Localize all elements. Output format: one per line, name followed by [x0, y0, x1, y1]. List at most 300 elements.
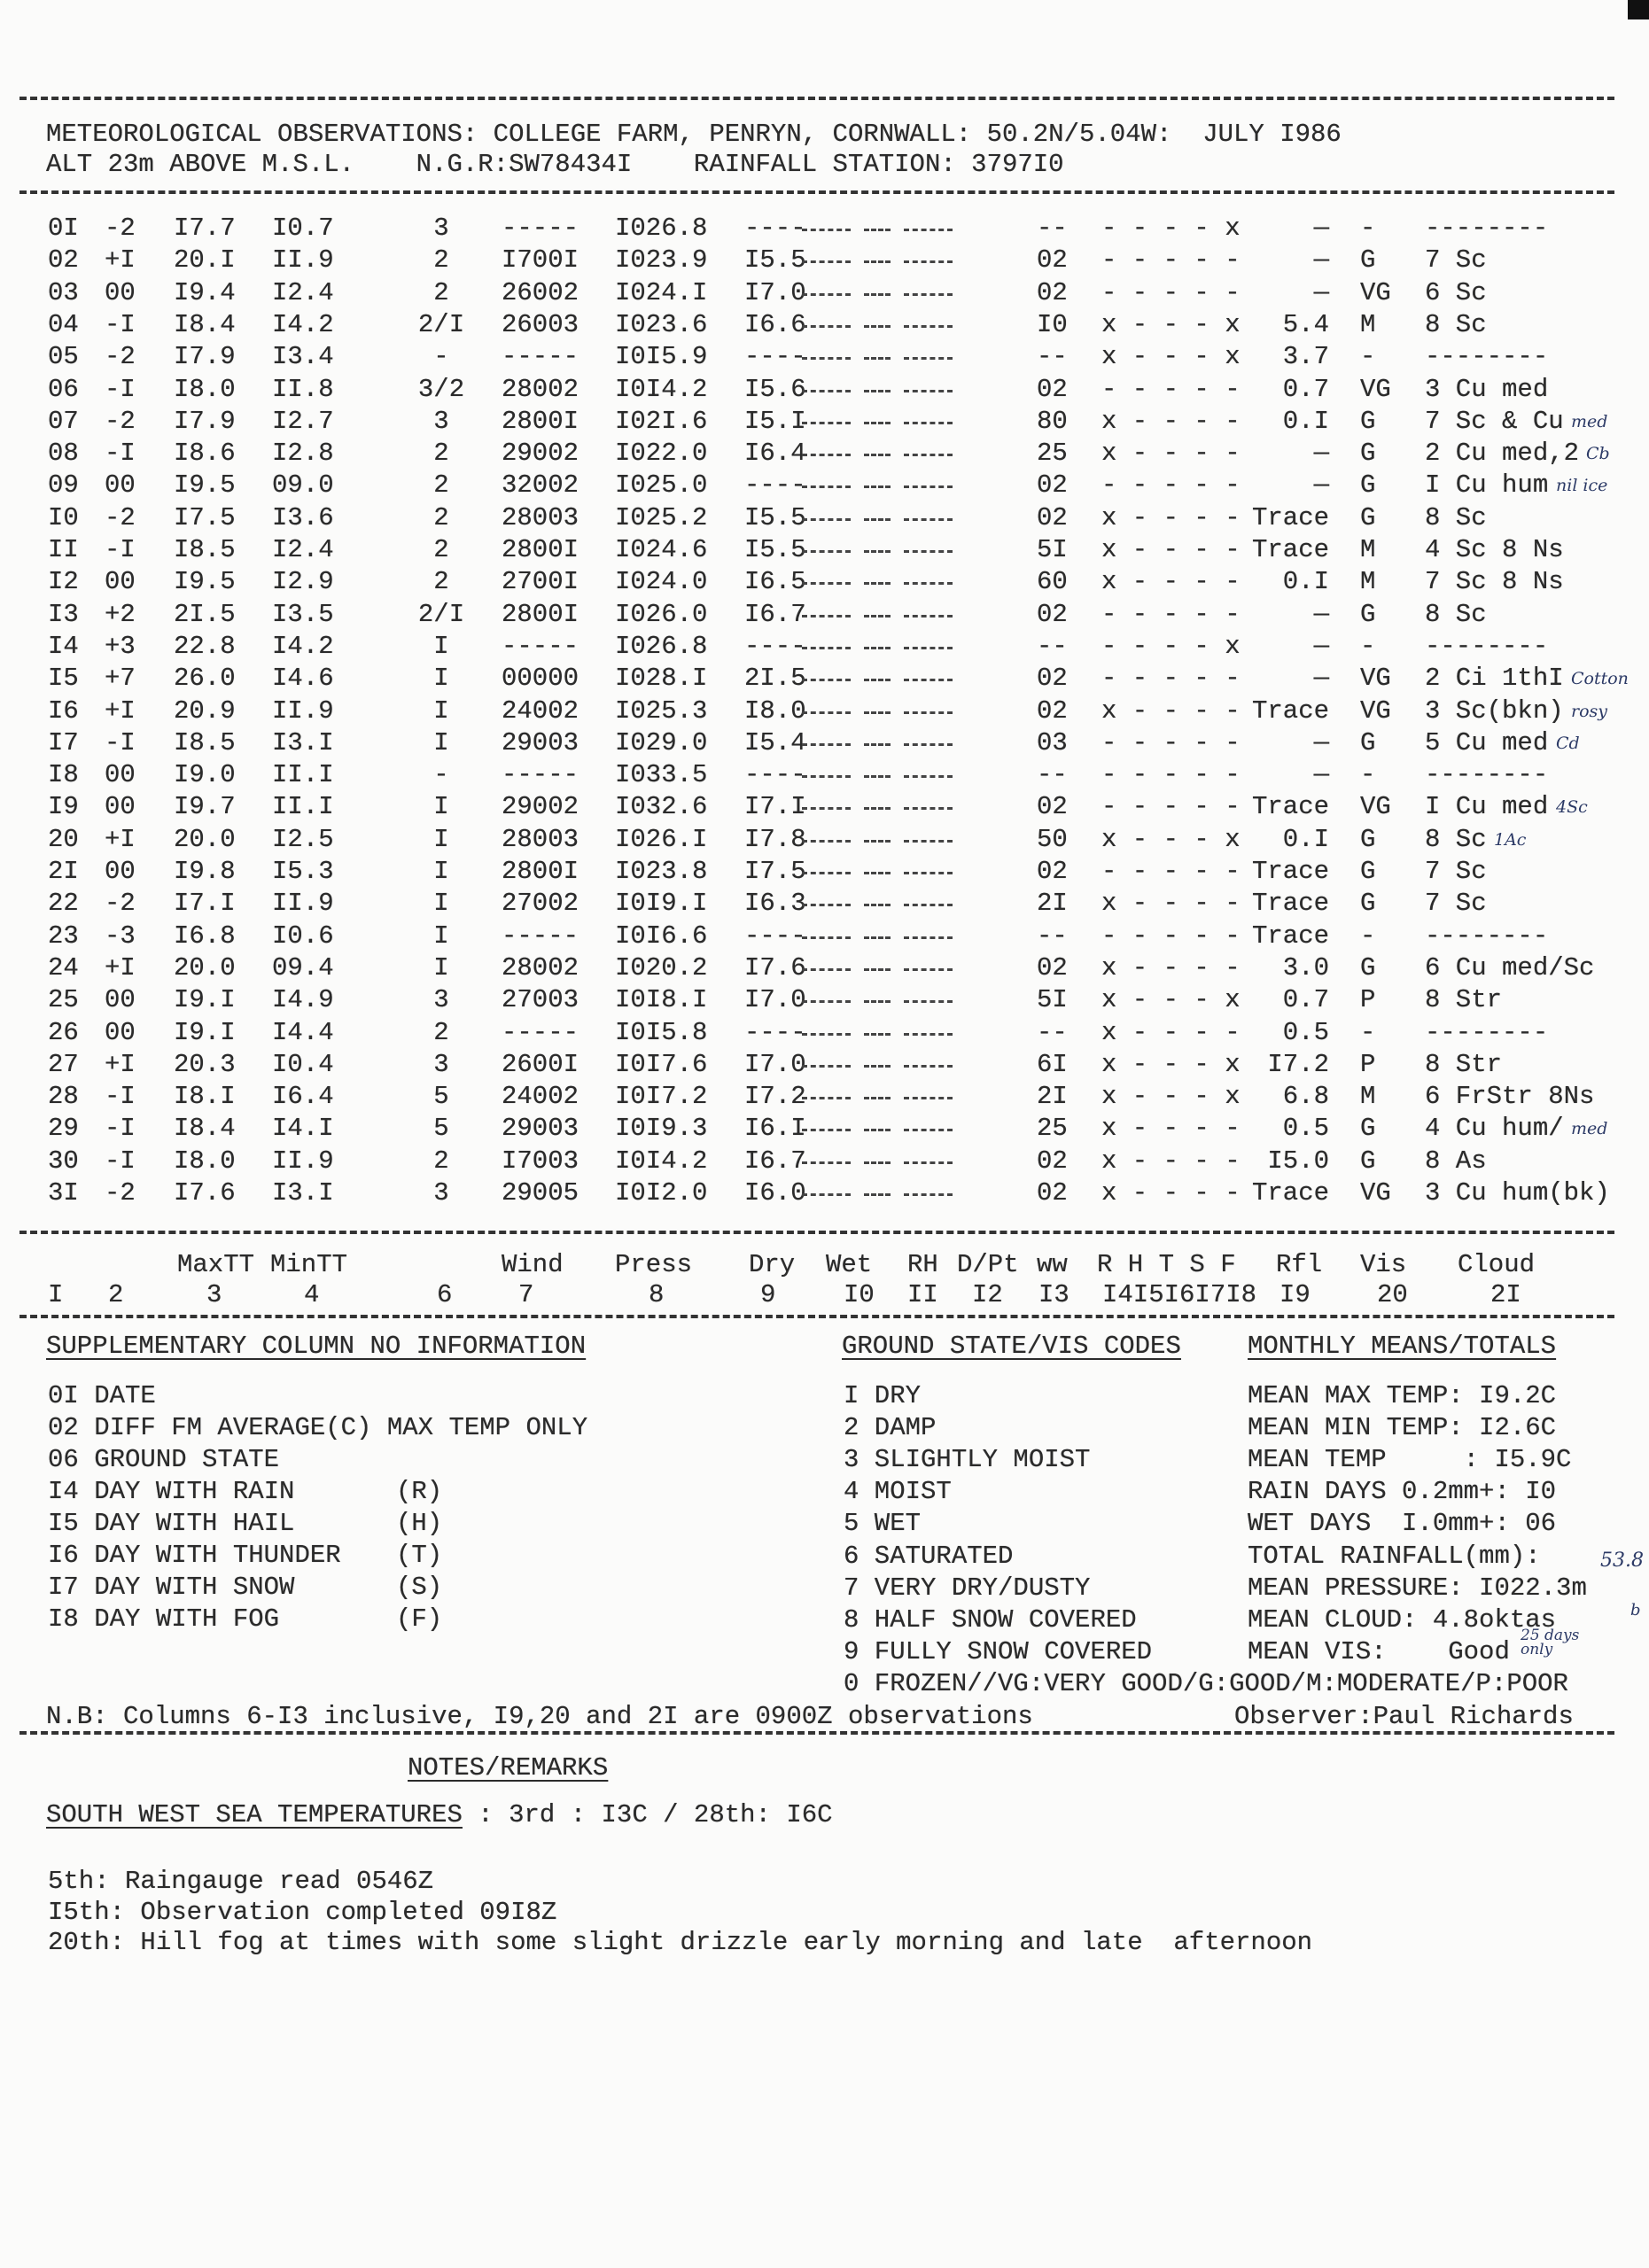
cloud-cell: I Cu hum [1425, 470, 1549, 501]
weather-code-cell: -- [1037, 920, 1068, 951]
rhtsf-flags-cell: x - - - x [1101, 1049, 1241, 1079]
rhtsf-flags-cell: - - - - - [1101, 374, 1241, 404]
pressure-cell: I026.8 [615, 631, 708, 661]
rhtsf-flags-cell: - - - - - [1101, 727, 1241, 757]
rainfall-cell: Trace [1251, 889, 1329, 919]
visibility-cell: - [1360, 214, 1376, 243]
rhtsf-flags-cell: x - - - - [1101, 695, 1241, 726]
diff-avg-cell: 00 [105, 567, 136, 597]
cloud-cell: 7 Sc [1425, 889, 1487, 919]
cloud-cell: -------- [1425, 1017, 1549, 1047]
weather-code-cell: 02 [1037, 792, 1068, 822]
monthly-item: RAIN DAYS 0.2mm+: I0 [1248, 1477, 1557, 1507]
cloud-cell: 6 FrStr 8Ns [1425, 1082, 1595, 1112]
wind-cell: 29003 [502, 1114, 579, 1144]
max-temp-cell: 20.0 [174, 824, 236, 854]
divider [19, 1231, 1614, 1234]
min-temp-cell: I3.5 [272, 599, 334, 629]
max-temp-cell: I8.0 [174, 1146, 236, 1176]
cloud-cell: 2 Cu med,2 [1425, 439, 1580, 469]
dry-bulb-cell: I7.0 [744, 277, 806, 307]
date-cell: 08 [48, 439, 79, 469]
rainfall-cell: — [1313, 760, 1329, 790]
date-cell: 06 [48, 374, 79, 404]
ground-state-cell: 2 [433, 1146, 449, 1176]
diff-avg-cell: 00 [105, 1017, 136, 1047]
date-cell: 3I [48, 1178, 79, 1208]
nb-note: N.B: Columns 6-I3 inclusive, I9,20 and 2I are 0900Z observations [46, 1702, 1033, 1731]
rhtsf-flags-cell: x - - - - [1101, 1146, 1241, 1176]
date-cell: 2I [48, 857, 79, 886]
date-cell: I9 [48, 792, 79, 822]
max-temp-cell: I9.I [174, 985, 236, 1015]
pressure-cell: I026.8 [615, 214, 708, 243]
visibility-cell: - [1360, 760, 1376, 790]
cloud-cell: 3 Cu med [1425, 374, 1549, 404]
date-cell: 03 [48, 277, 79, 307]
column-label: MaxTT [177, 1250, 255, 1279]
wind-cell: ----- [502, 631, 579, 661]
min-temp-cell: II.I [272, 760, 334, 790]
cloud-cell: -------- [1425, 631, 1549, 661]
column-number: 7 [518, 1280, 534, 1309]
date-cell: 05 [48, 342, 79, 372]
empty-value-dash [904, 390, 953, 392]
visibility-cell: P [1360, 1049, 1376, 1079]
ground-state-cell: - [433, 760, 449, 790]
max-temp-cell: 20.I [174, 245, 236, 276]
ground-code-item: 5 WET [844, 1509, 922, 1539]
min-temp-cell: 09.0 [272, 470, 334, 501]
weather-code-cell: 2I [1037, 889, 1068, 919]
pressure-cell: I0I4.2 [615, 1146, 708, 1176]
rhtsf-flags-cell: x - - - - [1101, 889, 1241, 919]
empty-value-dash [802, 807, 851, 810]
pressure-cell: I0I8.I [615, 985, 708, 1015]
diff-avg-cell: 00 [105, 792, 136, 822]
cloud-cell: 7 Sc [1425, 245, 1487, 276]
dry-bulb-cell: ---- [744, 214, 806, 243]
dry-bulb-cell: I5.5 [744, 245, 806, 276]
ground-state-cell: I [433, 727, 449, 757]
visibility-cell: - [1360, 631, 1376, 661]
rhtsf-flags-cell: - - - - - [1101, 920, 1241, 951]
cloud-cell: -------- [1425, 760, 1549, 790]
min-temp-cell: I0.4 [272, 1049, 334, 1079]
weather-code-cell: 2I [1037, 1082, 1068, 1112]
empty-value-dash [802, 775, 851, 778]
empty-value-dash [904, 1161, 953, 1164]
header-title: METEOROLOGICAL OBSERVATIONS: COLLEGE FARM, PENRYN, CORNWALL: 50.2N/5.04W: JULY I986 [46, 120, 1342, 149]
ground-state-cell: I [433, 631, 449, 661]
max-temp-cell: 2I.5 [174, 599, 236, 629]
empty-value-dash [802, 1000, 851, 1003]
rainfall-cell: Trace [1251, 920, 1329, 951]
rainfall-cell: — [1313, 214, 1329, 243]
dry-bulb-cell: I6.6 [744, 309, 806, 339]
dry-bulb-cell: 2I.5 [744, 664, 806, 694]
diff-avg-cell: 00 [105, 277, 136, 307]
empty-value-dash [904, 872, 953, 874]
column-number: 3 [206, 1280, 222, 1309]
cloud-cell: 8 Sc [1425, 824, 1487, 854]
wind-cell: 24002 [502, 695, 579, 726]
empty-value-dash [802, 325, 851, 328]
sea-temperatures [46, 1799, 833, 1831]
empty-value-dash [904, 229, 953, 231]
rainfall-cell: Trace [1251, 792, 1329, 822]
empty-value-dash [864, 422, 891, 424]
wind-cell: 28003 [502, 824, 579, 854]
min-temp-cell: II.9 [272, 1146, 334, 1176]
date-cell: 0I [48, 214, 79, 243]
supplementary-item: 0I DATE [48, 1381, 156, 1410]
empty-value-dash [904, 518, 953, 521]
rainfall-cell: 0.7 [1282, 985, 1329, 1015]
date-cell: I3 [48, 599, 79, 629]
dry-bulb-cell: I8.0 [744, 695, 806, 726]
visibility-cell: G [1360, 406, 1376, 436]
supplementary-code: (R) [396, 1477, 443, 1506]
max-temp-cell: I9.7 [174, 792, 236, 822]
empty-value-dash [802, 1161, 851, 1164]
dry-bulb-cell: I7.5 [744, 857, 806, 886]
empty-value-dash [904, 582, 953, 585]
visibility-cell: VG [1360, 374, 1391, 404]
empty-value-dash [864, 582, 891, 585]
ground-state-cell: 2/I [417, 599, 465, 629]
empty-value-dash [802, 872, 851, 874]
rhtsf-flags-cell: x - - - - [1101, 502, 1241, 532]
wind-cell: 2800I [502, 406, 579, 436]
empty-value-dash [904, 1000, 953, 1003]
dry-bulb-cell: I7.0 [744, 1049, 806, 1079]
diff-avg-cell: -I [105, 309, 136, 339]
pressure-cell: I025.2 [615, 502, 708, 532]
wind-cell: 29003 [502, 727, 579, 757]
min-temp-cell: 09.4 [272, 952, 334, 983]
visibility-cell: G [1360, 1146, 1376, 1176]
diff-avg-cell: +I [105, 695, 136, 726]
max-temp-cell: 20.9 [174, 695, 236, 726]
cloud-cell: 3 Cu hum(bk) [1425, 1178, 1610, 1208]
monthly-item: MEAN PRESSURE: I022.3m [1248, 1573, 1587, 1603]
visibility-cell: VG [1360, 664, 1391, 694]
empty-value-dash [802, 679, 851, 681]
date-cell: 24 [48, 952, 79, 983]
rhtsf-flags-cell: - - - - x [1101, 631, 1241, 661]
empty-value-dash [802, 1129, 851, 1131]
date-cell: I2 [48, 567, 79, 597]
ground-state-cell: I [433, 952, 449, 983]
supplementary-item: 02 DIFF FM AVERAGE(C) MAX TEMP ONLY [48, 1413, 588, 1442]
visibility-cell: M [1360, 1082, 1376, 1112]
max-temp-cell: I8.I [174, 1082, 236, 1112]
wind-cell: 29002 [502, 439, 579, 469]
rhtsf-flags-cell: x - - - - [1101, 406, 1241, 436]
empty-value-dash [904, 293, 953, 296]
column-label: Rfl [1276, 1250, 1323, 1279]
column-number: II [907, 1280, 938, 1309]
dry-bulb-cell: I5.4 [744, 727, 806, 757]
column-label: Dry [749, 1250, 796, 1279]
rhtsf-flags-cell: x - - - - [1101, 535, 1241, 564]
empty-value-dash [802, 711, 851, 714]
wind-cell: 32002 [502, 470, 579, 501]
cloud-cell: 7 Sc [1425, 857, 1487, 886]
cloud-cell: 4 Cu hum/ [1425, 1114, 1564, 1144]
empty-value-dash [904, 550, 953, 553]
empty-value-dash [904, 325, 953, 328]
diff-avg-cell: -I [105, 1146, 136, 1176]
dry-bulb-cell: I6.7 [744, 599, 806, 629]
wind-cell: 2800I [502, 857, 579, 886]
pressure-cell: I024.I [615, 277, 708, 307]
date-cell: 26 [48, 1017, 79, 1047]
diff-avg-cell: -I [105, 1082, 136, 1112]
diff-avg-cell: 00 [105, 857, 136, 886]
dry-bulb-cell: I6.7 [744, 1146, 806, 1176]
weather-code-cell: 02 [1037, 277, 1068, 307]
weather-code-cell: I0 [1037, 309, 1068, 339]
column-label: Press [615, 1250, 693, 1279]
divider [19, 97, 1614, 100]
wind-cell: 28002 [502, 374, 579, 404]
visibility-cell: G [1360, 889, 1376, 919]
cloud-cell: 2 Ci 1thI [1425, 664, 1564, 694]
wind-cell: 2700I [502, 567, 579, 597]
rhtsf-flags-cell: x - - - - [1101, 952, 1241, 983]
min-temp-cell: I3.4 [272, 342, 334, 372]
ground-state-cell: I [433, 824, 449, 854]
ground-state-cell: 5 [433, 1082, 449, 1112]
min-temp-cell: I2.5 [272, 824, 334, 854]
min-temp-cell: I5.3 [272, 857, 334, 886]
cloud-cell: 8 Str [1425, 985, 1503, 1015]
visibility-cell: P [1360, 985, 1376, 1015]
pressure-cell: I0I4.2 [615, 374, 708, 404]
header-station: ALT 23m ABOVE M.S.L. N.G.R:SW78434I RAINFALL STATION: 3797I0 [46, 150, 1064, 179]
ground-code-item: 6 SATURATED [844, 1541, 1014, 1571]
cloud-cell: 5 Cu med [1425, 727, 1549, 757]
diff-avg-cell: -I [105, 439, 136, 469]
weather-code-cell: -- [1037, 760, 1068, 790]
empty-value-dash [864, 679, 891, 681]
cloud-cell: 8 As [1425, 1146, 1487, 1176]
weather-code-cell: 02 [1037, 1178, 1068, 1208]
pressure-cell: I026.0 [615, 599, 708, 629]
ground-code-item: 9 FULLY SNOW COVERED [844, 1636, 1153, 1666]
date-cell: 23 [48, 920, 79, 951]
column-label: Wind [502, 1250, 564, 1279]
diff-avg-cell: -3 [105, 920, 136, 951]
visibility-cell: G [1360, 952, 1376, 983]
wind-cell: 28002 [502, 952, 579, 983]
cloud-cell: 8 Sc [1425, 309, 1487, 339]
diff-avg-cell: -2 [105, 406, 136, 436]
rainfall-cell: — [1313, 631, 1329, 661]
wind-cell: 29005 [502, 1178, 579, 1208]
empty-value-dash [864, 872, 891, 874]
wind-cell: 2800I [502, 599, 579, 629]
date-cell: 27 [48, 1049, 79, 1079]
empty-value-dash [904, 968, 953, 971]
empty-value-dash [864, 357, 891, 360]
total-rainfall-handwritten: 53.8 [1600, 1550, 1644, 1572]
empty-value-dash [864, 1065, 891, 1068]
ground-state-cell: 3 [433, 1178, 449, 1208]
column-number: 2 [108, 1280, 124, 1309]
rainfall-cell: — [1313, 245, 1329, 276]
pressure-cell: I0I9.3 [615, 1114, 708, 1144]
pressure-cell: I0I7.6 [615, 1049, 708, 1079]
max-temp-cell: I9.5 [174, 567, 236, 597]
rainfall-cell: Trace [1251, 535, 1329, 564]
diff-avg-cell: -I [105, 374, 136, 404]
empty-value-dash [864, 1097, 891, 1099]
visibility-cell: - [1360, 1017, 1376, 1047]
rainfall-cell: 0.7 [1282, 374, 1329, 404]
column-label: Wet [826, 1250, 873, 1279]
rhtsf-flags-cell: - - - - - [1101, 857, 1241, 886]
weather-code-cell: 5I [1037, 985, 1068, 1015]
max-temp-cell: I8.5 [174, 535, 236, 564]
wind-cell: 27003 [502, 985, 579, 1015]
pressure-cell: I022.0 [615, 439, 708, 469]
handwritten-annotation: med [1571, 411, 1608, 431]
cloud-cell: 8 Sc [1425, 599, 1487, 629]
min-temp-cell: I4.6 [272, 664, 334, 694]
rainfall-cell: — [1313, 727, 1329, 757]
empty-value-dash [802, 485, 851, 488]
diff-avg-cell: -2 [105, 502, 136, 532]
rhtsf-flags-cell: - - - - - [1101, 277, 1241, 307]
wind-cell: 24002 [502, 1082, 579, 1112]
rhtsf-flags-cell: x - - - x [1101, 309, 1241, 339]
visibility-cell: G [1360, 1114, 1376, 1144]
empty-value-dash [864, 325, 891, 328]
rhtsf-flags-cell: - - - - - [1101, 470, 1241, 501]
ground-code-item: 2 DAMP [844, 1413, 937, 1443]
supplementary-item: 06 GROUND STATE [48, 1445, 280, 1474]
empty-value-dash [864, 807, 891, 810]
min-temp-cell: I3.6 [272, 502, 334, 532]
empty-value-dash [864, 647, 891, 649]
note-line: 5th: Raingauge read 0546Z [48, 1867, 434, 1896]
rhtsf-flags-cell: x - - - - [1101, 1178, 1241, 1208]
wind-cell: ----- [502, 920, 579, 951]
monthly-title: MONTHLY MEANS/TOTALS [1248, 1332, 1557, 1361]
max-temp-cell: I9.4 [174, 277, 236, 307]
max-temp-cell: 20.3 [174, 1049, 236, 1079]
rhtsf-flags-cell: x - - - - [1101, 1114, 1241, 1144]
pressure-cell: I025.0 [615, 470, 708, 501]
ground-state-cell: I [433, 920, 449, 951]
max-temp-cell: I8.6 [174, 439, 236, 469]
empty-value-dash [802, 550, 851, 553]
pressure-cell: I032.6 [615, 792, 708, 822]
rainfall-cell: I7.2 [1267, 1049, 1329, 1079]
supplementary-code: (S) [396, 1573, 443, 1602]
supplementary-item: I6 DAY WITH THUNDER [48, 1541, 341, 1570]
monthly-item: MEAN VIS: Good [1248, 1636, 1510, 1666]
min-temp-cell: I3.I [272, 727, 334, 757]
ground-code-item: 8 HALF SNOW COVERED [844, 1604, 1137, 1635]
min-temp-cell: I2.4 [272, 277, 334, 307]
column-label: R H T S F [1097, 1250, 1236, 1279]
ground-state-cell: 2/I [417, 309, 465, 339]
max-temp-cell: 20.0 [174, 952, 236, 983]
monthly-item: MEAN TEMP : I5.9C [1248, 1445, 1572, 1475]
weather-code-cell: 25 [1037, 1114, 1068, 1144]
wind-cell: 27002 [502, 889, 579, 919]
empty-value-dash [802, 518, 851, 521]
diff-avg-cell: +7 [105, 664, 136, 694]
supplementary-item: I4 DAY WITH RAIN [48, 1477, 295, 1506]
empty-value-dash [864, 260, 891, 263]
max-temp-cell: I8.5 [174, 727, 236, 757]
pressure-cell: I0I5.9 [615, 342, 708, 372]
empty-value-dash [802, 1097, 851, 1099]
rhtsf-flags-cell: - - - - - [1101, 760, 1241, 790]
rainfall-cell: Trace [1251, 502, 1329, 532]
diff-avg-cell: +2 [105, 599, 136, 629]
min-temp-cell: I2.9 [272, 567, 334, 597]
wind-cell: 26003 [502, 309, 579, 339]
date-cell: I5 [48, 664, 79, 694]
rhtsf-flags-cell: - - - - - [1101, 792, 1241, 822]
handwritten-annotation: Cotton [1571, 669, 1629, 689]
max-temp-cell: I7.9 [174, 342, 236, 372]
column-label: D/Pt [957, 1250, 1019, 1279]
rainfall-cell: I5.0 [1267, 1146, 1329, 1176]
rainfall-cell: — [1313, 439, 1329, 469]
empty-value-dash [802, 936, 851, 939]
supplementary-code: (H) [396, 1509, 443, 1538]
column-label: Vis [1360, 1250, 1407, 1279]
wind-cell: 2800I [502, 535, 579, 564]
ground-state-cell: I [433, 857, 449, 886]
visibility-cell: M [1360, 309, 1376, 339]
min-temp-cell: I4.2 [272, 631, 334, 661]
column-number: 9 [760, 1280, 776, 1309]
handwritten-annotation: Cb [1586, 444, 1610, 464]
empty-value-dash [802, 743, 851, 746]
date-cell: 29 [48, 1114, 79, 1144]
date-cell: I8 [48, 760, 79, 790]
pressure-cell: I0I5.8 [615, 1017, 708, 1047]
dry-bulb-cell: I6.0 [744, 1178, 806, 1208]
column-number: I3 [1038, 1280, 1070, 1309]
wind-cell: ----- [502, 1017, 579, 1047]
weather-code-cell: 80 [1037, 406, 1068, 436]
empty-value-dash [864, 293, 891, 296]
visibility-cell: G [1360, 470, 1376, 501]
ground-state-cell: 2 [433, 502, 449, 532]
rainfall-cell: 0.I [1282, 406, 1329, 436]
dry-bulb-cell: I5.I [744, 406, 806, 436]
empty-value-dash [802, 840, 851, 843]
empty-value-dash [864, 1161, 891, 1164]
weather-code-cell: 25 [1037, 439, 1068, 469]
handwritten-annotation: 1Ac [1494, 829, 1527, 850]
rhtsf-flags-cell: - - - - - [1101, 664, 1241, 694]
empty-value-dash [802, 260, 851, 263]
min-temp-cell: II.8 [272, 374, 334, 404]
pressure-cell: I0I6.6 [615, 920, 708, 951]
empty-value-dash [802, 390, 851, 392]
empty-value-dash [864, 775, 891, 778]
